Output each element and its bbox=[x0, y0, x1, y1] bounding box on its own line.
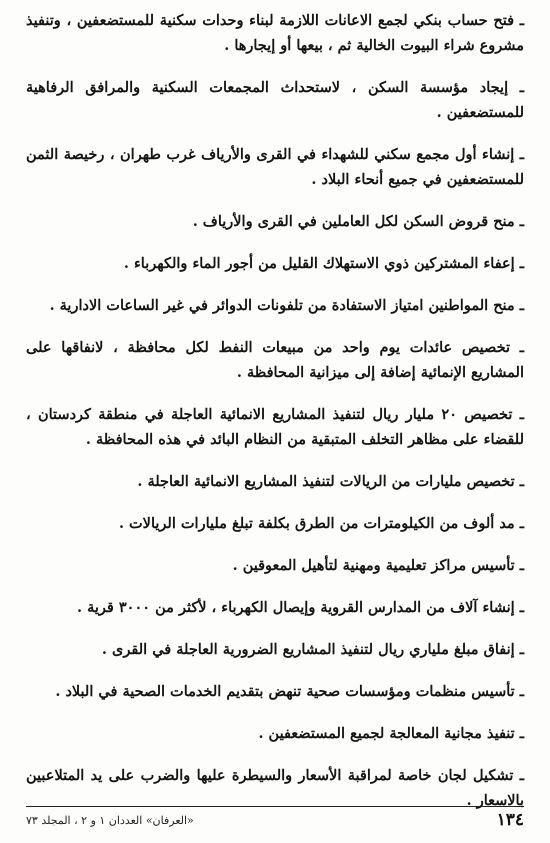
list-item: ـ إنشاء آلاف من المدارس القروية وإيصال الكهرباء ، لأكثر من ٣٠٠٠ قرية . bbox=[77, 599, 524, 616]
list-item: ـ تخصيص عائدات يوم واحد من مبيعات النفط لكل محافظة ، لانفاقها على المشاريع الإنمائية إضافة إلى ميزانية المحافظة . bbox=[26, 339, 524, 381]
list-item: ـ إنشاء أول مجمع سكني للشهداء في القرى والأرياف غرب طهران ، رخيصة الثمن للمستضعفين في جميع أنحاء البلاد . bbox=[26, 146, 524, 188]
list-item: ـ إيجاد مؤسسة السكن ، لاستحداث المجمعات السكنية والمرافق الرفاهية للمستضعفين . bbox=[26, 79, 524, 121]
list-item: ـ منح قروض السكن لكل العاملين في القرى والأرياف . bbox=[192, 213, 524, 230]
footer-divider bbox=[26, 806, 524, 807]
page-number: ١٣٤ bbox=[496, 810, 524, 830]
list-item: ـ مد ألوف من الكيلومترات من الطرق بكلفة تبلغ مليارات الريالات . bbox=[118, 515, 524, 532]
list-item: ـ إنفاق مبلغ ملياري ريال لتنفيذ المشاريع الضرورية العاجلة في القرى . bbox=[101, 641, 524, 658]
page-body bbox=[26, 8, 524, 830]
list-item: ـ تأسيس مراكز تعليمية ومهنية لتأهيل المعوقين . bbox=[232, 557, 524, 574]
list-item: ـ تنفيذ مجانية المعالجة لجميع المستضعفين . bbox=[258, 725, 524, 742]
list-item: ـ تخصيص ٢٠ مليار ريال لتنفيذ المشاريع الانمائية العاجلة في منطقة كردستان ، للقضاء على مظاهر التخلف المتبقية من النظام البائد في هذه المحافظة . bbox=[26, 406, 524, 448]
list-item: ـ تأسيس منظمات ومؤسسات صحية تنهض بتقديم الخدمات الصحية في البلاد . bbox=[55, 683, 524, 700]
page-footer bbox=[26, 810, 524, 832]
list-item: ـ إعفاء المشتركين ذوي الاستهلاك القليل من أجور الماء والكهرباء . bbox=[123, 255, 524, 272]
list-item: ـ فتح حساب بنكي لجمع الاعانات اللازمة لبناء وحدات سكنية للمستضعفين ، وتنفيذ مشروع شراء البيوت الخالية ثم ، بيعها أو إيجارها . bbox=[26, 12, 524, 54]
list-item: ـ تشكيل لجان خاصة لمراقبة الأسعار والسيطرة عليها والضرب على يد المتلاعبين بالاسعار . bbox=[26, 767, 524, 809]
journal-reference: «العرفان» العددان ١ و ٢ ، المجلد ٧٣ bbox=[26, 814, 194, 827]
list-item: ـ منح المواطنين امتياز الاستفادة من تلفونات الدوائر في غير الساعات الادارية . bbox=[49, 297, 524, 314]
list-item: ـ تخصيص مليارات من الريالات لتنفيذ المشاريع الانمائية العاجلة . bbox=[137, 473, 524, 490]
